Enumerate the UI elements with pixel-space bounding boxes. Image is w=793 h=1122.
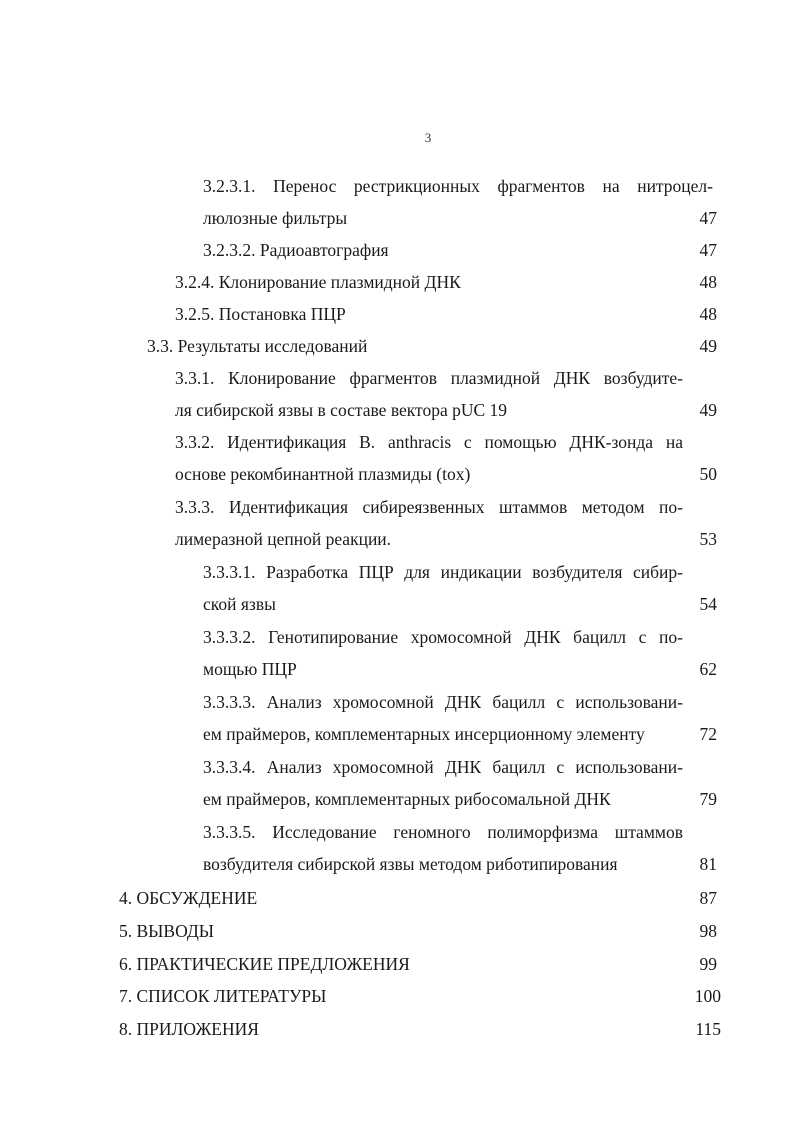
toc-entry-3-2-5[interactable] <box>0 302 793 326</box>
toc-entry-4[interactable] <box>0 886 793 910</box>
toc-entry-title: 4. ОБСУЖДЕНИЕ <box>119 888 258 908</box>
toc-entry-page: 53 <box>699 529 717 549</box>
toc-entry-3-3-3-2-cont[interactable] <box>0 657 793 681</box>
toc-entry-3-3-2[interactable] <box>0 430 793 454</box>
page-number: 3 <box>424 130 432 145</box>
toc-entry-page: 48 <box>699 272 717 292</box>
toc-entry-title: 3.3.3.3. Анализ хромосомной ДНК бацилл с использовани- <box>203 692 683 712</box>
toc-entry-page: 100 <box>694 986 721 1006</box>
toc-entry-3-3-1[interactable] <box>0 366 793 390</box>
toc-entry-3-3-3-3-cont[interactable] <box>0 722 793 746</box>
toc-entry-title-cont: ской язвы <box>203 594 276 614</box>
toc-entry-3-3[interactable] <box>0 334 793 358</box>
toc-entry-3-3-2-cont[interactable] <box>0 462 793 486</box>
toc-entry-3-3-3-cont[interactable] <box>0 527 793 551</box>
toc-entry-page: 81 <box>699 854 717 874</box>
toc-entry-title: 3.3.3.5. Исследование геномного полиморфизма штаммов <box>203 822 683 842</box>
toc-entry-title: 3.2.3.1. Перенос рестрикционных фрагментов на нитроцел- <box>203 176 713 196</box>
toc-entry-title: 7. СПИСОК ЛИТЕРАТУРЫ <box>119 986 327 1006</box>
toc-entry-page: 62 <box>699 659 717 679</box>
toc-entry-5[interactable] <box>0 919 793 943</box>
toc-entry-title: 3.3.3.1. Разработка ПЦР для индикации возбудителя сибир- <box>203 562 683 582</box>
toc-entry-title: 3.2.3.2. Радиоавтография <box>203 240 389 260</box>
toc-entry-title: 3.3.3.2. Генотипирование хромосомной ДНК бацилл с по- <box>203 627 683 647</box>
toc-entry-3-3-3-2[interactable] <box>0 625 793 649</box>
toc-entry-title: 8. ПРИЛОЖЕНИЯ <box>119 1019 259 1039</box>
toc-entry-6[interactable] <box>0 952 793 976</box>
toc-entry-page: 50 <box>699 464 717 484</box>
toc-entry-page: 48 <box>699 304 717 324</box>
toc-entry-title: 3.2.4. Клонирование плазмидной ДНК <box>175 272 461 292</box>
toc-entry-3-3-3-5-cont[interactable] <box>0 852 793 876</box>
toc-entry-page: 54 <box>699 594 717 614</box>
toc-entry-3-2-3-2[interactable] <box>0 238 793 262</box>
toc-entry-3-3-3-1-cont[interactable] <box>0 592 793 616</box>
toc-entry-title-cont: люлозные фильтры <box>203 208 348 228</box>
toc-entry-3-2-3-1[interactable] <box>0 174 793 198</box>
toc-entry-3-3-1-cont[interactable] <box>0 398 793 422</box>
toc-entry-3-3-3-4-cont[interactable] <box>0 787 793 811</box>
toc-entry-3-3-3-3[interactable] <box>0 690 793 714</box>
toc-entry-title: 3.3.3. Идентификация сибиреязвенных штаммов методом по- <box>175 497 683 517</box>
toc-entry-7[interactable] <box>0 984 793 1008</box>
toc-entry-page: 49 <box>699 400 717 420</box>
toc-entry-page: 98 <box>699 921 717 941</box>
toc-entry-title: 3.3. Результаты исследований <box>147 336 368 356</box>
toc-entry-page: 72 <box>699 724 717 744</box>
toc-entry-title: 3.3.2. Идентификация В. anthracis с помощью ДНК-зонда на <box>175 432 683 452</box>
toc-entry-title-cont: возбудителя сибирской язвы методом риботипирования <box>203 854 618 874</box>
toc-entry-3-3-3-1[interactable] <box>0 560 793 584</box>
toc-entry-title: 3.2.5. Постановка ПЦР <box>175 304 346 324</box>
toc-entry-3-3-3[interactable] <box>0 495 793 519</box>
toc-entry-3-3-3-4[interactable] <box>0 755 793 779</box>
toc-entry-title-cont: ля сибирской язвы в составе вектора pUC 19 <box>175 400 508 420</box>
toc-entry-8[interactable] <box>0 1017 793 1041</box>
toc-entry-page: 99 <box>699 954 717 974</box>
toc-entry-title: 5. ВЫВОДЫ <box>119 921 215 941</box>
toc-entry-page: 115 <box>695 1019 721 1039</box>
toc-entry-page: 47 <box>699 240 717 260</box>
toc-entry-title-cont: ем праймеров, комплементарных рибосомальной ДНК <box>203 789 611 809</box>
toc-entry-title-cont: лимеразной цепной реакции. <box>175 529 392 549</box>
toc-entry-page: 79 <box>699 789 717 809</box>
toc-entry-3-3-3-5[interactable] <box>0 820 793 844</box>
toc-entry-3-2-3-1-cont[interactable] <box>0 206 793 230</box>
toc-entry-title: 3.3.3.4. Анализ хромосомной ДНК бацилл с использовани- <box>203 757 683 777</box>
toc-entry-title-cont: ем праймеров, комплементарных инсерционному элементу <box>203 724 645 744</box>
toc-entry-title: 6. ПРАКТИЧЕСКИЕ ПРЕДЛОЖЕНИЯ <box>119 954 410 974</box>
toc-entry-3-2-4[interactable] <box>0 270 793 294</box>
toc-entry-title-cont: основе рекомбинантной плазмиды (tox) <box>175 464 471 484</box>
toc-entry-page: 87 <box>699 888 717 908</box>
toc-entry-page: 49 <box>699 336 717 356</box>
toc-entry-title: 3.3.1. Клонирование фрагментов плазмидной ДНК возбудите- <box>175 368 683 388</box>
toc-entry-title-cont: мощью ПЦР <box>203 659 297 679</box>
toc-entry-page: 47 <box>699 208 717 228</box>
